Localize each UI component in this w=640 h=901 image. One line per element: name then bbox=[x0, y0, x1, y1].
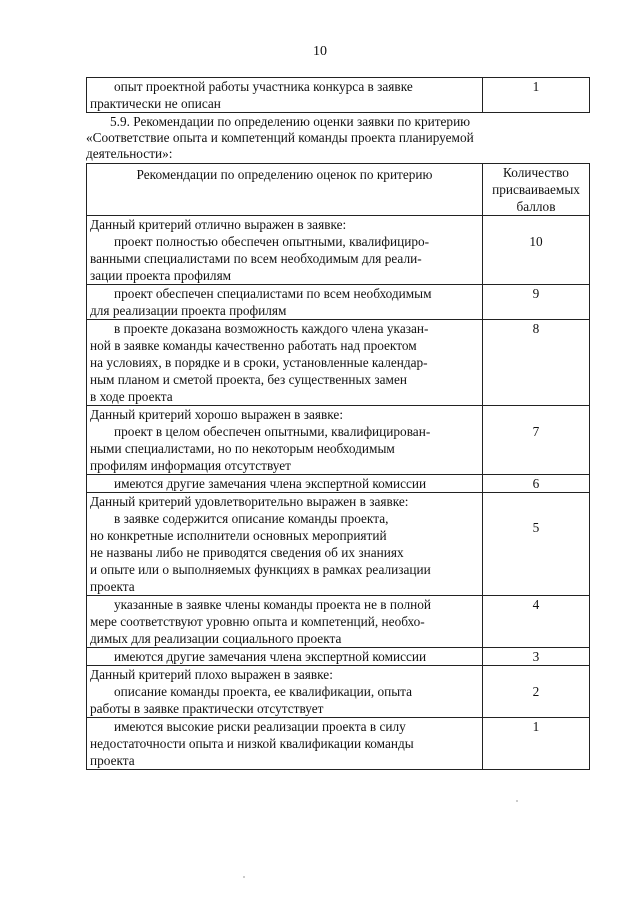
criterion-line: недостаточности опыта и низкой квалификации команды bbox=[90, 736, 414, 751]
criterion-line: описание команды проекта, ее квалификации, опыта bbox=[114, 684, 413, 699]
scan-speck bbox=[243, 876, 245, 878]
score-cell bbox=[483, 320, 590, 406]
criterion-line: работы в заявке практически отсутствует bbox=[90, 701, 324, 716]
criterion-line: проект полностью обеспечен опытными, квалифициро- bbox=[114, 234, 430, 249]
header-score-cell bbox=[483, 164, 590, 216]
scan-speck bbox=[516, 800, 518, 802]
criterion-line: на условиях, в порядке и в сроки, установленные календар- bbox=[90, 355, 428, 370]
criterion-text-cell bbox=[87, 596, 483, 648]
score-value: 4 bbox=[532, 597, 540, 612]
criterion-line: проект обеспечен специалистами по всем необходимым bbox=[114, 286, 432, 301]
section-heading bbox=[86, 114, 590, 162]
criterion-line: димых для реализации социального проекта bbox=[90, 631, 342, 646]
score-cell bbox=[483, 493, 590, 596]
table-row bbox=[87, 216, 590, 285]
criterion-line: и опыте или о выполняемых функциях в рамках реализации bbox=[90, 562, 431, 577]
page-number: 10 bbox=[313, 44, 327, 59]
criterion-text-cell bbox=[87, 648, 483, 666]
header-score-label: баллов bbox=[516, 199, 556, 214]
table-row bbox=[87, 285, 590, 320]
score-cell bbox=[483, 718, 590, 770]
criterion-text-cell bbox=[87, 78, 483, 113]
criterion-lead: Данный критерий отлично выражен в заявке: bbox=[90, 217, 347, 232]
score-value: 2 bbox=[532, 684, 540, 699]
table-body bbox=[87, 216, 590, 770]
criterion-line: имеются другие замечания члена экспертной комиссии bbox=[114, 476, 427, 491]
criterion-line: но конкретные исполнители основных мероприятий bbox=[90, 528, 387, 543]
criterion-line: ным планом и сметой проекта, без существенных замен bbox=[90, 372, 407, 387]
header-score-label: присваиваемых bbox=[492, 182, 580, 197]
score-value: 1 bbox=[532, 79, 540, 94]
score-cell bbox=[483, 216, 590, 285]
criterion-line: проект в целом обеспечен опытными, квалифицирован- bbox=[114, 424, 431, 439]
table-header-row bbox=[87, 164, 590, 216]
score-cell bbox=[483, 285, 590, 320]
criterion-text-cell bbox=[87, 666, 483, 718]
heading-line: деятельности»: bbox=[86, 146, 173, 161]
table-row bbox=[87, 718, 590, 770]
criterion-text-cell bbox=[87, 493, 483, 596]
criterion-text-cell bbox=[87, 320, 483, 406]
table-row bbox=[87, 666, 590, 718]
criterion-line: ванными специалистами по всем необходимым для реали- bbox=[90, 251, 422, 266]
score-value: 10 bbox=[529, 234, 543, 249]
score-cell bbox=[483, 78, 590, 113]
heading-line: «Соответствие опыта и компетенций команды проекта планируемой bbox=[86, 130, 474, 145]
criterion-line: зации проекта профилям bbox=[90, 268, 232, 283]
score-value: 3 bbox=[532, 649, 540, 664]
criterion-line: опыт проектной работы участника конкурса в заявке bbox=[114, 79, 413, 94]
table-row bbox=[87, 406, 590, 475]
criterion-line: проекта bbox=[90, 753, 135, 768]
criterion-text-cell bbox=[87, 475, 483, 493]
top-table bbox=[86, 77, 590, 113]
criterion-line: в ходе проекта bbox=[90, 389, 173, 404]
criterion-line: указанные в заявке члены команды проекта не в полной bbox=[114, 597, 432, 612]
criterion-lead: Данный критерий хорошо выражен в заявке: bbox=[90, 407, 344, 422]
criterion-lead: Данный критерий удовлетворительно выражен в заявке: bbox=[90, 494, 409, 509]
criterion-line: профилям информация отсутствует bbox=[90, 458, 291, 473]
score-cell bbox=[483, 596, 590, 648]
criterion-text-cell bbox=[87, 216, 483, 285]
table-row bbox=[87, 78, 590, 113]
criterion-line: в проекте доказана возможность каждого члена указан- bbox=[114, 321, 429, 336]
table-row bbox=[87, 475, 590, 493]
score-value: 9 bbox=[532, 286, 540, 301]
criterion-line: мере соответствуют уровню опыта и компетенций, необхо- bbox=[90, 614, 425, 629]
score-value: 7 bbox=[532, 424, 540, 439]
header-criterion-label: Рекомендации по определению оценок по критерию bbox=[136, 167, 433, 182]
table-row bbox=[87, 596, 590, 648]
criterion-line: практически не описан bbox=[90, 96, 221, 111]
score-value: 8 bbox=[532, 321, 540, 336]
score-cell bbox=[483, 648, 590, 666]
score-cell bbox=[483, 666, 590, 718]
criterion-text-cell bbox=[87, 406, 483, 475]
score-cell bbox=[483, 406, 590, 475]
criteria-table bbox=[86, 163, 590, 770]
criterion-line: имеются высокие риски реализации проекта в силу bbox=[114, 719, 406, 734]
table-row bbox=[87, 648, 590, 666]
table-row bbox=[87, 493, 590, 596]
score-value: 5 bbox=[532, 520, 540, 535]
criterion-line: проекта bbox=[90, 579, 135, 594]
criterion-line: ными специалистами, но по некоторым необходимым bbox=[90, 441, 395, 456]
criterion-line: в заявке содержится описание команды проекта, bbox=[114, 511, 389, 526]
heading-line: 5.9. Рекомендации по определению оценки заявки по критерию bbox=[110, 114, 471, 129]
score-cell bbox=[483, 475, 590, 493]
table-row bbox=[87, 320, 590, 406]
criterion-line: не названы либо не приводятся сведения об их знаниях bbox=[90, 545, 404, 560]
criterion-line: ной в заявке команды качественно работать над проектом bbox=[90, 338, 417, 353]
criterion-lead: Данный критерий плохо выражен в заявке: bbox=[90, 667, 333, 682]
criterion-line: для реализации проекта профилям bbox=[90, 303, 287, 318]
criterion-line: имеются другие замечания члена экспертной комиссии bbox=[114, 649, 427, 664]
header-score-label: Количество bbox=[503, 165, 569, 180]
score-value: 6 bbox=[532, 476, 540, 491]
criterion-text-cell bbox=[87, 718, 483, 770]
criterion-text-cell bbox=[87, 285, 483, 320]
score-value: 1 bbox=[532, 719, 540, 734]
header-criterion-cell bbox=[87, 164, 483, 216]
